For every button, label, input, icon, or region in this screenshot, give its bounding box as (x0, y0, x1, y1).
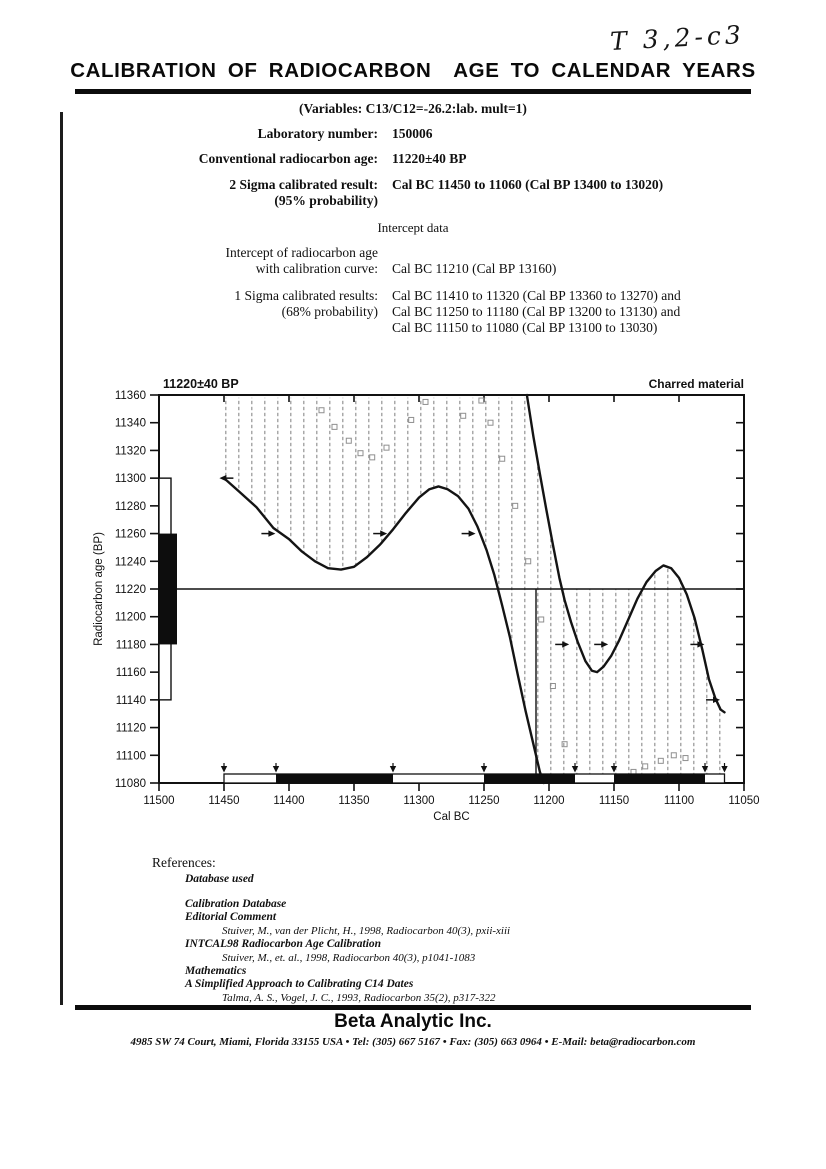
calibration-chart-svg (50, 370, 760, 830)
svg-text:11160: 11160 (115, 667, 146, 680)
svg-text:11450: 11450 (208, 795, 240, 807)
two-sigma-value: Cal BC 11450 to 11060 (Cal BP 13400 to 13020) (392, 177, 664, 192)
two-sigma-label: 2 Sigma calibrated result: (229, 177, 378, 192)
svg-text:11120: 11120 (115, 722, 146, 735)
svg-text:11400: 11400 (273, 795, 305, 807)
company-address: 4985 SW 74 Court, Miami, Florida 33155 USA • Tel: (305) 667 5167 • Fax: (305) 663 0964 • E-Mail: beta@radiocarbon.com (130, 1036, 696, 1048)
one-sigma-value-3: Cal BC 11150 to 11080 (Cal BP 13100 to 13030) (392, 320, 658, 335)
references-heading: References: (152, 855, 216, 870)
svg-text:11220: 11220 (114, 584, 146, 596)
svg-text:11320: 11320 (114, 445, 146, 458)
intercept-label-line1: Intercept of radiocarbon age (225, 245, 378, 260)
svg-text:11080: 11080 (114, 778, 146, 790)
svg-text:Radiocarbon age (BP): Radiocarbon age (BP) (93, 532, 105, 646)
calibration-chart (50, 370, 760, 830)
svg-text:11140: 11140 (115, 694, 146, 707)
conventional-age-value: 11220±40 BP (392, 151, 467, 166)
one-sigma-label-line1: 1 Sigma calibrated results: (234, 288, 378, 303)
ref-intcal98: INTCAL98 Radiocarbon Age Calibration (185, 938, 382, 950)
handwritten-note: T 3,2-c3 (609, 19, 746, 56)
intercept-heading: Intercept data (377, 220, 449, 235)
page-title: CALIBRATION OF RADIOCARBON AGE TO CALENDAR YEARS (70, 59, 756, 82)
svg-text:11500: 11500 (143, 795, 175, 807)
svg-text:11050: 11050 (728, 795, 760, 807)
svg-text:11280: 11280 (114, 500, 146, 513)
intercept-label-line2: with calibration curve: (255, 261, 378, 276)
svg-text:11150: 11150 (598, 795, 630, 807)
svg-text:11240: 11240 (114, 556, 146, 569)
footer-rule (75, 1005, 751, 1010)
ref-editorial-comment: Editorial Comment (185, 911, 277, 923)
svg-text:Cal BC: Cal BC (433, 811, 470, 823)
svg-text:11360: 11360 (114, 390, 146, 402)
one-sigma-value-1: Cal BC 11410 to 11320 (Cal BP 13360 to 13270) and (392, 288, 681, 303)
one-sigma-label-line2: (68% probability) (281, 304, 378, 319)
ref-citation-1: Stuiver, M., van der Plicht, H., 1998, Radiocarbon 40(3), pxii-xiii (222, 925, 511, 937)
svg-text:11300: 11300 (403, 795, 435, 807)
ref-citation-3: Talma, A. S., Vogel, J. C., 1993, Radiocarbon 35(2), p317-322 (222, 992, 496, 1004)
svg-text:11200: 11200 (114, 611, 146, 624)
svg-text:11340: 11340 (114, 417, 146, 430)
intercept-value: Cal BC 11210 (Cal BP 13160) (392, 261, 557, 276)
svg-text:11260: 11260 (114, 528, 146, 541)
svg-text:11180: 11180 (115, 639, 146, 652)
variables-line: (Variables: C13/C12=-26.2:lab. mult=1) (299, 101, 527, 116)
svg-text:11250: 11250 (468, 795, 500, 807)
one-sigma-value-2: Cal BC 11250 to 11180 (Cal BP 13200 to 13130) and (392, 304, 681, 319)
two-sigma-sublabel: (95% probability) (274, 193, 378, 208)
lab-number-value: 150006 (392, 126, 433, 141)
svg-text:11350: 11350 (338, 795, 370, 807)
svg-text:11300: 11300 (114, 473, 146, 486)
svg-text:11220±40 BP: 11220±40 BP (163, 377, 239, 391)
company-name: Beta Analytic Inc. (334, 1011, 492, 1032)
lab-number-label: Laboratory number: (257, 126, 378, 141)
ref-citation-2: Stuiver, M., et. al., 1998, Radiocarbon 40(3), p1041-1083 (222, 952, 476, 964)
age-distribution-bar (159, 478, 177, 700)
svg-text:11100: 11100 (115, 750, 146, 763)
title-rule (75, 89, 751, 94)
svg-text:Charred material: Charred material (648, 377, 744, 391)
ref-database-used: Database used (185, 873, 254, 885)
conventional-age-label: Conventional radiocarbon age: (198, 151, 378, 166)
ref-simplified-approach: A Simplified Approach to Calibrating C14 Dates (185, 978, 414, 990)
ref-mathematics: Mathematics (185, 965, 247, 977)
svg-text:11200: 11200 (533, 795, 565, 807)
svg-text:11100: 11100 (663, 795, 695, 807)
ref-calibration-database: Calibration Database (185, 898, 287, 910)
